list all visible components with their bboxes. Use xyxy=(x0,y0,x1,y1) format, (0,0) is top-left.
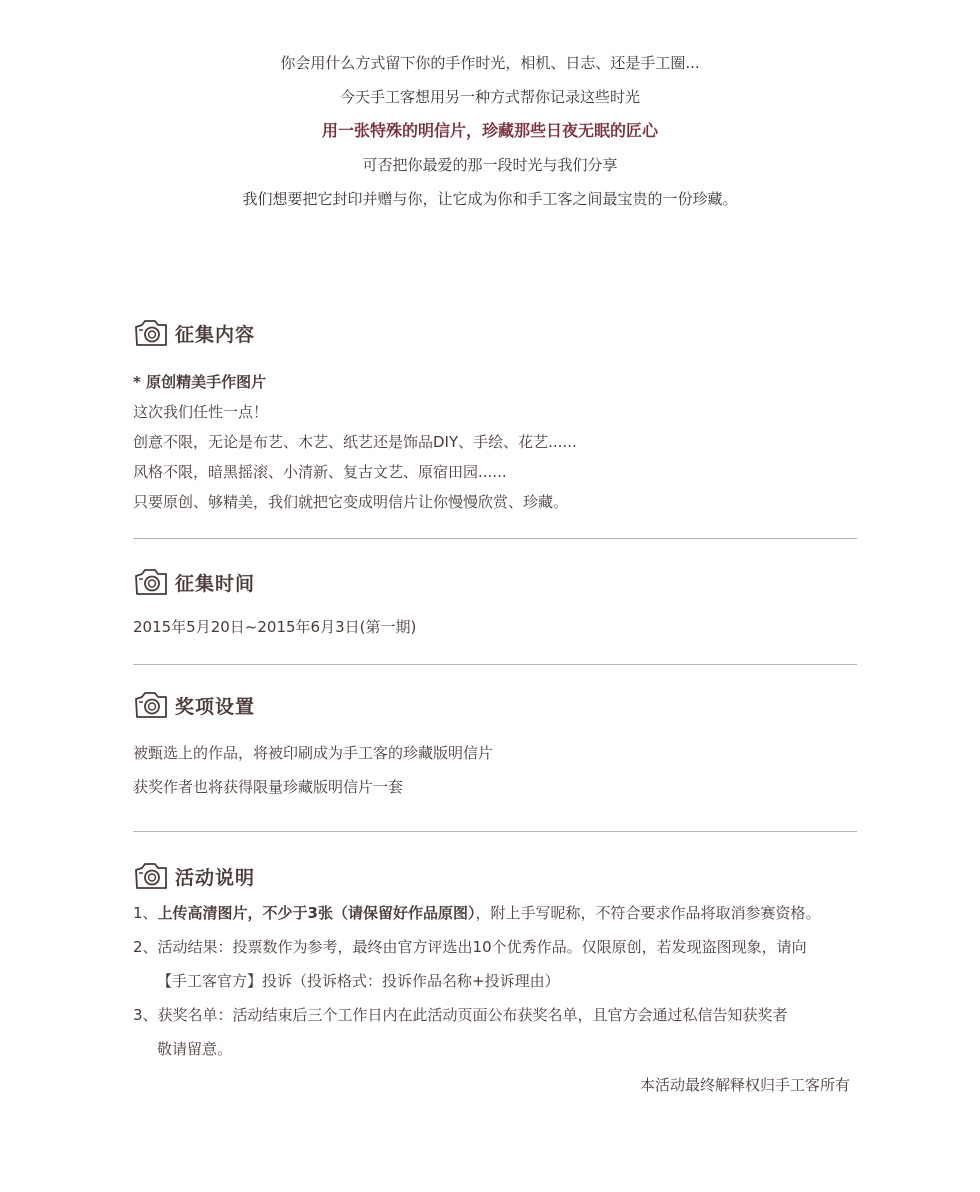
content-line: 只要原创、够精美，我们就把它变成明信片让你慢慢欣赏、珍藏。 xyxy=(133,493,569,511)
section-title: 征集内容 xyxy=(175,323,256,346)
intro-highlight-line: 用一张特殊的明信片，珍藏那些日夜无眠的匠心 xyxy=(321,121,658,140)
rule-item-1-rest: ，附上手写昵称，不符合要求作品将取消参赛资格。 xyxy=(475,904,821,922)
footer-note: 本活动最终解释权归手工客所有 xyxy=(639,1076,850,1094)
camera-icon xyxy=(133,318,169,348)
intro-block xyxy=(0,50,980,220)
section-title: 奖项设置 xyxy=(175,695,256,718)
section-header xyxy=(133,861,857,891)
section-header xyxy=(133,567,857,597)
section-content-body xyxy=(133,367,857,517)
content-line: 这次我们任性一点！ xyxy=(133,403,269,421)
rule-item-2-line-1: 2、活动结果：投票数作为参考，最终由官方评选出10个优秀作品。仅限原创，若发现盗图现象，请向 xyxy=(133,938,807,956)
section-content xyxy=(133,318,857,348)
time-range: 2015年5月20日~2015年6月3日(第一期) xyxy=(133,618,417,636)
camera-icon xyxy=(133,567,169,597)
section-header xyxy=(133,690,857,720)
content-line: 创意不限，无论是布艺、木艺、纸艺还是饰品DIY、手绘、花艺...... xyxy=(133,433,577,451)
rule-item-2-line-2: 【手工客官方】投诉（投诉格式：投诉作品名称+投诉理由） xyxy=(157,972,560,990)
awards-line: 获奖作者也将获得限量珍藏版明信片一套 xyxy=(133,778,404,796)
section-rules-body xyxy=(133,896,857,1066)
divider xyxy=(133,538,857,539)
divider xyxy=(133,664,857,665)
section-awards-body xyxy=(133,736,857,804)
rule-item-1-bold: 上传高清图片，不少于3张（请保留好作品原图） xyxy=(157,904,476,922)
section-title: 征集时间 xyxy=(175,572,256,595)
section-time-body xyxy=(133,612,857,642)
section-time xyxy=(133,567,857,597)
rule-item-3-line-2: 敬请留意。 xyxy=(157,1040,233,1058)
section-header xyxy=(133,318,857,348)
rule-item-1-prefix: 1、 xyxy=(133,904,158,922)
subheading: * 原创精美手作图片 xyxy=(133,373,267,391)
section-title: 活动说明 xyxy=(175,866,256,889)
camera-icon xyxy=(133,861,169,891)
camera-icon xyxy=(133,690,169,720)
rule-item-1 xyxy=(133,896,857,930)
content-line: 风格不限，暗黑摇滚、小清新、复古文艺、原宿田园...... xyxy=(133,463,507,481)
divider xyxy=(133,831,857,832)
section-awards xyxy=(133,690,857,720)
awards-line: 被甄选上的作品，将被印刷成为手工客的珍藏版明信片 xyxy=(133,744,494,762)
intro-line-2: 今天手工客想用另一种方式帮你记录这些时光 xyxy=(339,88,640,106)
intro-line-1: 你会用什么方式留下你的手作时光，相机、日志、还是手工圈... xyxy=(280,54,700,72)
intro-line-4: 可否把你最爱的那一段时光与我们分享 xyxy=(362,156,618,174)
section-rules xyxy=(133,861,857,891)
intro-line-5: 我们想要把它封印并赠与你，让它成为你和手工客之间最宝贵的一份珍藏。 xyxy=(242,190,738,208)
rule-item-3-line-1: 3、获奖名单：活动结束后三个工作日内在此活动页面公布获奖名单，且官方会通过私信告知获奖者 xyxy=(133,1006,788,1024)
